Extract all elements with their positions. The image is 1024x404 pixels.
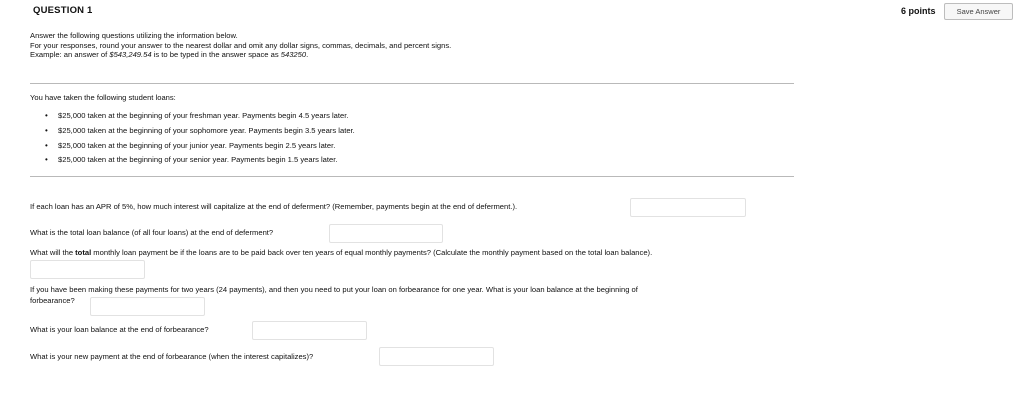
divider-bottom [30,176,794,177]
question-5-text: What is your loan balance at the end of forbearance? [30,325,209,334]
question-3-text: What will the total monthly loan payment be if the loans are to be paid back over ten years of equal monthly payments? (Calculate the monthly payment based on the total loan balance). [30,248,653,257]
loan-item: • $25,000 taken at the beginning of your sophomore year. Payments begin 3.5 years later. [45,125,355,135]
example-value: $543,249.54 [109,50,152,59]
loans-intro: You have taken the following student loans: [30,93,176,102]
save-answer-button[interactable]: Save Answer [944,3,1013,20]
loan-item: • $25,000 taken at the beginning of your freshman year. Payments begin 4.5 years later. [45,111,349,120]
answer-4-input[interactable] [90,297,205,316]
question-4-text: If you have been making these payments for two years (24 payments), and then you need to put your loan on forbearance for one year. What is your loan balance at the beginning of forbearance? [30,285,638,305]
bullet-icon: • [45,140,48,150]
question-2-text: What is the total loan balance (of all four loans) at the end of deferment? [30,228,274,237]
example-answer: 543250 [280,50,307,59]
answer-5-input[interactable] [252,321,367,340]
loan-item: • $25,000 taken at the beginning of your junior year. Payments begin 2.5 years later. [45,140,336,150]
answer-3-input[interactable] [30,260,145,279]
bullet-icon: • [45,155,48,165]
instructions-example: Example: an answer of $543,249.54 is to be typed in the answer space as 543250. [30,50,309,59]
question-6-text: What is your new payment at the end of forbearance (when the interest capitalizes)? [30,352,314,361]
loan-item: • $25,000 taken at the beginning of your senior year. Payments begin 1.5 years later. [45,155,338,165]
instructions-line-1: Answer the following questions utilizing the information below. [30,31,238,40]
divider-top [30,83,794,84]
instructions [30,31,451,60]
question-title: QUESTION 1 [33,5,93,16]
instructions-line-2: For your responses, round your answer to the nearest dollar and omit any dollar signs, commas, decimals, and percent signs. [30,40,452,50]
bullet-icon: • [45,125,48,135]
bullet-icon: • [45,111,48,120]
loan-list [45,111,355,170]
points-label: 6 points [901,6,936,16]
total-emphasis: total [75,248,92,257]
answer-6-input[interactable] [379,347,494,366]
question-header [0,0,1024,22]
answer-2-input[interactable] [329,224,443,243]
answer-1-input[interactable] [630,198,746,217]
question-1-text: If each loan has an APR of 5%, how much interest will capitalize at the end of deferment? (Remember, payments begin at the end of deferment.). [30,202,518,211]
